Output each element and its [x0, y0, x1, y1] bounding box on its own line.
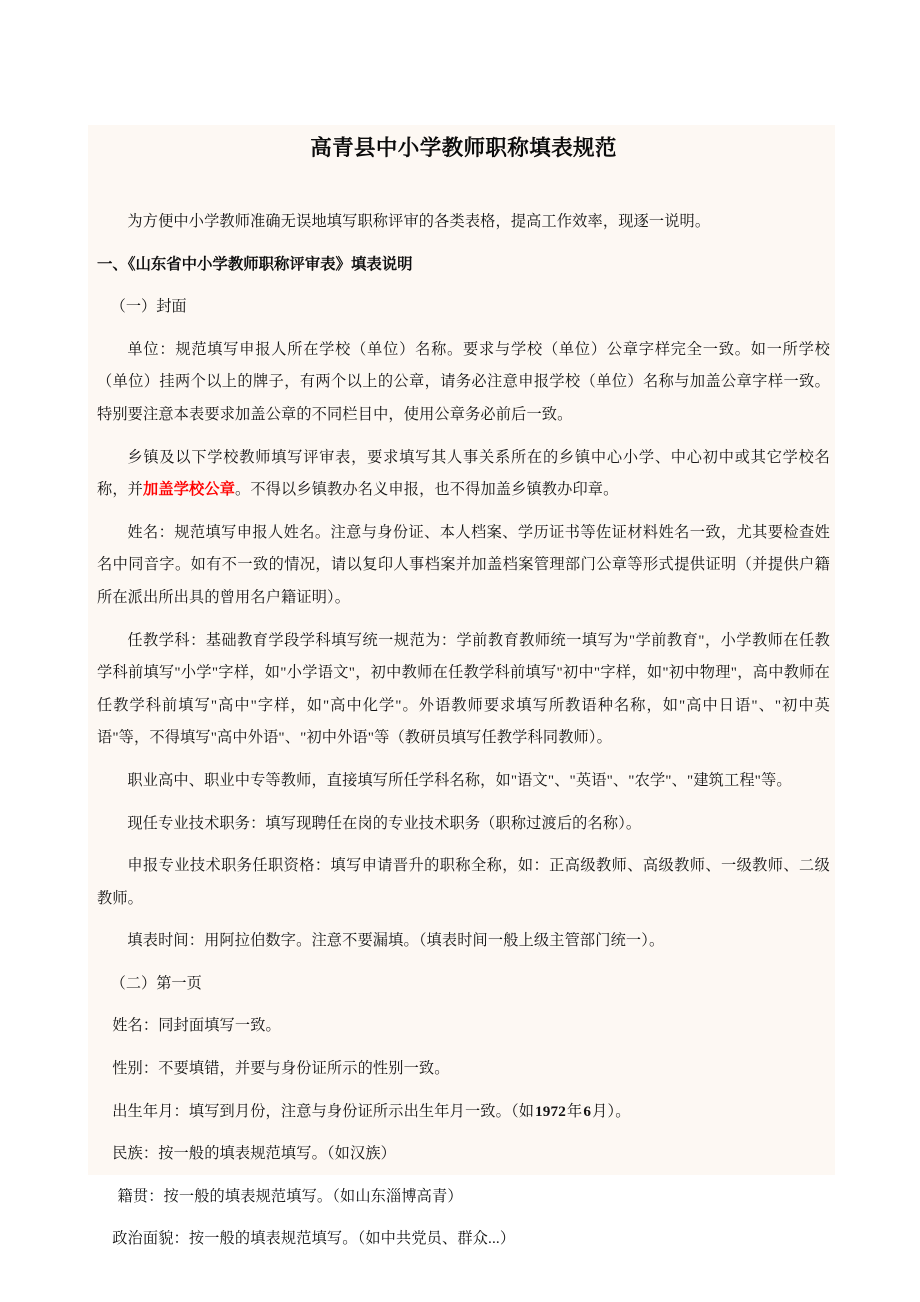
spacer — [97, 1171, 830, 1181]
spacer — [97, 1000, 830, 1010]
paragraph-p1-gender: 性别：不要填错，并要与身份证所示的性别一致。 — [112, 1060, 450, 1078]
paragraph-township-text-after: 。不得以乡镇教办名义申报，也不得加盖乡镇教办印章。 — [235, 481, 619, 499]
spacer — [97, 915, 830, 925]
paragraph-p1-birth — [97, 1096, 830, 1129]
intro-paragraph: 为方便中小学教师准确无误地填写职称评审的各类表格，提高工作效率，现逐一说明。 — [127, 213, 711, 230]
paragraph-township-text-before: 乡镇及以下学校教师填写评审表，要求填写其人事关系所在的乡镇中心小学、中心初中或其它学校名称，并 — [97, 448, 830, 499]
birth-year-unit: 年 — [567, 1102, 583, 1120]
subsection-heading-cover: （一）封面 — [110, 298, 187, 316]
spacer — [97, 324, 830, 334]
spacer — [97, 615, 830, 625]
spacer — [97, 1128, 830, 1138]
paragraph-p1-birth-text: 出生年月：填写到月份，注意与身份证所示出生年月一致。（如 — [112, 1102, 535, 1120]
birth-month-value: 6 — [583, 1102, 592, 1120]
spacer — [97, 1086, 830, 1096]
paragraph-unit: 单位：规范填写申报人所在学校（单位）名称。要求与学校（单位）公章字样完全一致。如一所学校（单位）挂两个以上的牌子，有两个以上的公章，请务必注意申报学校（单位）名称与加盖公章字样一致。特别要注意本表要求加盖公章的不同栏目中，使用公章务必前后一致。 — [97, 340, 830, 423]
spacer — [97, 958, 830, 968]
spacer — [97, 239, 830, 249]
spacer — [97, 281, 830, 291]
spacer — [97, 432, 830, 442]
paragraph-township — [97, 442, 830, 507]
paragraph-p1-ethnic: 民族：按一般的填表规范填写。（如汉族） — [112, 1145, 396, 1163]
paragraph-teaching-subject: 任教学科：基础教育学段学科填写统一规范为：学前教育教师统一填写为"学前教育"，小学教师在任教学科前填写"小学"字样，如"小学语文"，初中教师在任教学科前填写"初中"字样，如"初中物理"，高中教师在任教学科前填写"高中"字样，如"高中化学"。外语教师要求填写所教语种名称，如"高中日语"、"初中英语"等，不得填写"高中外语"、"初中外语"等（教研员填写任教学科同教师）。 — [97, 631, 830, 747]
paragraph-township-highlight: 加盖学校公章 — [143, 481, 236, 499]
spacer — [97, 798, 830, 808]
paragraph-current-post: 现任专业技术职务：填写现聘任在岗的专业技术职务（职称过渡后的名称）。 — [127, 814, 642, 832]
spacer — [97, 840, 830, 850]
birth-month-unit: 月）。 — [592, 1102, 631, 1120]
paragraph-fill-time: 填表时间：用阿拉伯数字。注意不要漏填。（填表时间一般上级主管部门统一）。 — [127, 932, 665, 950]
document-content — [97, 128, 830, 1256]
spacer — [97, 507, 830, 517]
paragraph-p1-origin: 籍贯：按一般的填表规范填写。（如山东淄博高青） — [117, 1187, 463, 1205]
birth-year-value: 1972 — [535, 1102, 567, 1120]
subsection-heading-page-one: （二）第一页 — [110, 974, 202, 992]
spacer — [97, 755, 830, 765]
paragraph-p1-name: 姓名：同封面填写一致。 — [112, 1017, 281, 1035]
spacer — [97, 164, 830, 206]
paragraph-vocational: 职业高中、职业中专等教师，直接填写所任学科名称，如"语文"、"英语"、"农学"、"建筑工程"等。 — [127, 771, 792, 789]
paragraph-apply-post: 申报专业技术职务任职资格：填写申请晋升的职称全称，如：正高级教师、高级教师、一级教师、二级教师。 — [97, 857, 830, 907]
spacer — [97, 1043, 830, 1053]
spacer — [97, 1213, 830, 1223]
page-title: 高青县中小学教师职称填表规范 — [310, 136, 617, 161]
paragraph-p1-political: 政治面貌：按一般的填表规范填写。（如中共党员、群众...） — [112, 1230, 516, 1248]
section-heading-one: 一、《山东省中小学教师职称评审表》填表说明 — [97, 255, 413, 273]
paragraph-name: 姓名：规范填写申报人姓名。注意与身份证、本人档案、学历证书等佐证材料姓名一致，尤其要检查姓名中同音字。如有不一致的情况，请以复印人事档案并加盖档案管理部门公章等形式提供证明（并提供户籍所在派出所出具的曾用名户籍证明）。 — [97, 523, 830, 606]
